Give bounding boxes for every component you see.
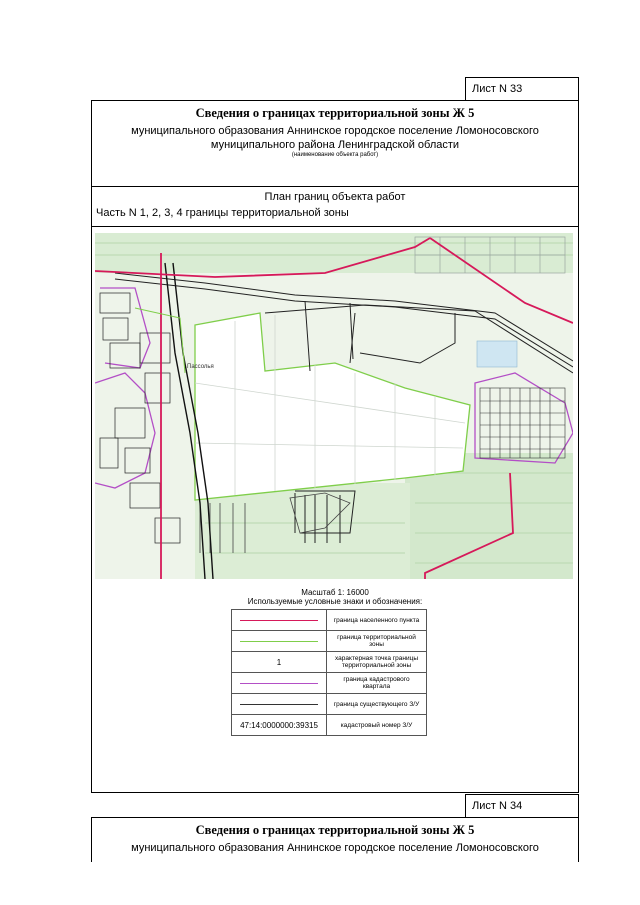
legend-symbol-text: 47:14:0000000:39315 bbox=[240, 720, 318, 730]
next-document-title: Сведения о границах территориальной зоны Ж 5 bbox=[195, 823, 475, 837]
legend-symbol bbox=[232, 694, 327, 715]
legend-caption: Используемые условные знаки и обозначения: bbox=[247, 597, 423, 606]
legend-line-swatch bbox=[240, 620, 318, 621]
legend-line-swatch bbox=[240, 704, 318, 705]
legend-symbol bbox=[232, 673, 327, 694]
document-title: Сведения о границах территориальной зоны Ж 5 bbox=[195, 106, 475, 120]
legend-label: граница существующего З/У bbox=[327, 694, 427, 715]
legend-symbol bbox=[232, 652, 327, 673]
forest-area bbox=[195, 483, 410, 579]
header-block bbox=[92, 106, 578, 158]
object-name-note: (наименование объекта работ) bbox=[291, 152, 379, 158]
sheet-number-top-label: Лист N 33 bbox=[472, 83, 523, 95]
map-place-label: Пассолья bbox=[187, 364, 214, 370]
legend-line-swatch bbox=[240, 641, 318, 642]
footer-block bbox=[92, 823, 578, 855]
cadastral-map bbox=[95, 233, 573, 579]
legend-row bbox=[232, 694, 427, 715]
legend-symbol-text: 1 bbox=[276, 657, 282, 667]
legend-label: кадастровый номер З/У bbox=[327, 715, 427, 736]
legend-row bbox=[232, 631, 427, 652]
plan-parts: Часть N 1, 2, 3, 4 границы территориальной зоны bbox=[96, 207, 349, 219]
municipality-line1: муниципального образования Аннинское городское поселение Ломоносовского bbox=[131, 125, 539, 137]
legend-label: граница кадастрового квартала bbox=[327, 673, 427, 694]
legend-row bbox=[232, 610, 427, 631]
sheet-number-top bbox=[465, 77, 579, 101]
legend-label: граница территориальной зоны bbox=[327, 631, 427, 652]
water-body bbox=[477, 341, 517, 367]
municipality-line2: муниципального района Ленинградской области bbox=[210, 139, 460, 151]
legend-line-swatch bbox=[240, 683, 318, 684]
legend-row bbox=[232, 715, 427, 736]
legend-label: характерная точка границы территориальной зоны bbox=[327, 652, 427, 673]
legend-symbol bbox=[232, 631, 327, 652]
legend-row bbox=[232, 673, 427, 694]
legend-label: граница населенного пункта bbox=[327, 610, 427, 631]
divider bbox=[91, 186, 579, 187]
sheet-number-bottom bbox=[465, 794, 579, 818]
plan-title: План границ объекта работ bbox=[264, 191, 406, 203]
sheet-number-bottom-label: Лист N 34 bbox=[472, 800, 523, 812]
legend-row bbox=[232, 652, 427, 673]
legend-symbol bbox=[232, 610, 327, 631]
next-municipality-line1: муниципального образования Аннинское городское поселение Ломоносовского bbox=[131, 842, 539, 854]
legend-symbol bbox=[232, 715, 327, 736]
divider bbox=[91, 226, 579, 227]
legend-table bbox=[231, 609, 427, 736]
forest-area bbox=[95, 233, 573, 273]
map-scale: Масштаб 1: 16000 bbox=[301, 588, 369, 597]
